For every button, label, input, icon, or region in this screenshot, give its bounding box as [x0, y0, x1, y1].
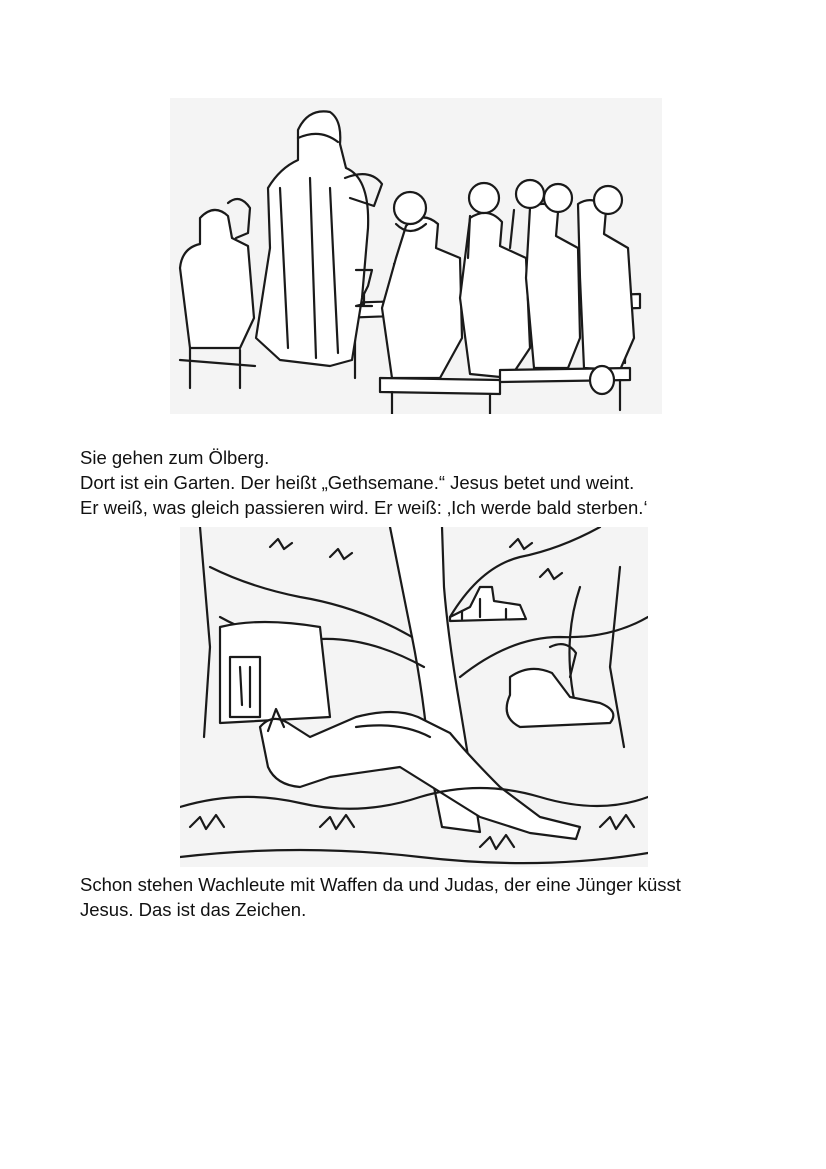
- narrative-paragraph: [80, 872, 681, 922]
- last-supper-illustration: [170, 98, 662, 414]
- text-line: Schon stehen Wachleute mit Waffen da und Judas, der eine Jünger küsst: [80, 874, 681, 895]
- gethsemane-garden-illustration: [180, 527, 648, 867]
- text-line: Jesus. Das ist das Zeichen.: [80, 899, 307, 920]
- text-line: Dort ist ein Garten. Der heißt „Gethsemane.“ Jesus betet und weint.: [80, 472, 635, 493]
- narrative-paragraph: [80, 445, 648, 520]
- text-line: Er weiß, was gleich passieren wird. Er weiß: ‚Ich werde bald sterben.‘: [80, 497, 648, 518]
- text-line: Sie gehen zum Ölberg.: [80, 447, 270, 468]
